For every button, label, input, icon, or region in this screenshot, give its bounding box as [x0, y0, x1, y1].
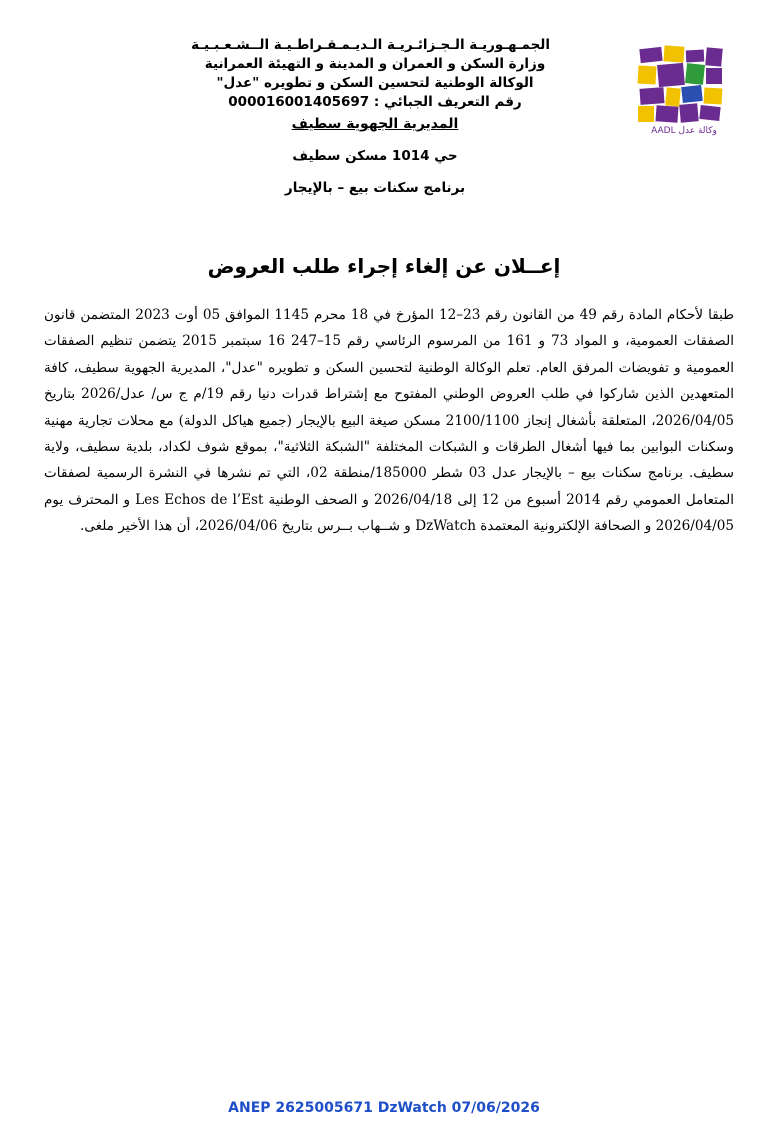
regional-directorate: المديرية الجهوية سطيف — [291, 116, 459, 132]
ministry-line: وزارة السكن و العمران و المدينة و التهيئة العمرانية — [204, 56, 546, 72]
announcement-title: إعــلان عن إلغاء إجراء طلب العروض — [207, 254, 561, 278]
logo-caption: وكالة عدل AADL — [651, 126, 717, 136]
announcement-body: طبقا لأحكام المادة رقم 49 من القانون رقم 23–12 المؤرخ في 18 محرم 1145 الموافق 05 أوت 2023 المتضمن قانون الصفقات العمومية، و المواد 73 و 161 من المرسوم الرئاسي رقم 15–247 16 سبتمبر 2015 يتضمن تنظيم الصفقات العمومية و تفويضات المرفق العام. تعلم الوكالة الوطنية لتحسين السكن و تطويره "عدل"، المديرية الجهوية سطيف، كافة المتعهدين الذين شاركوا في طلب العروض الوطني المفتوح مع إشتراط قدرات دنيا رقم 19/م ج س/ عدل/2026 بتاريخ 2026/04/05، المتعلقة بأشغال إنجاز 2100/1100 مسكن صيغة البيع بالإيجار (جميع هياكل الدولة) مع محلات تجارية مهنية وسكنات البوابين بما فيها أشغال الطرقات و الشبكات المختلفة "الشبكة الثلاثية"، بموقع شوف لكداد، بلدية سطيف، ولاية سطيف. برنامج سكنات بيع – بالإيجار عدل 03 شطر 185000/منطقة 02، التي تم نشرها في النشرة الرسمية لصفقات المتعامل العمومي رقم 2014 أسبوع من 12 إلى 2026/04/18 و الصحف الوطنية Les Echos de l’Est و المحترف يوم 2026/04/05 و الصحافة الإلكترونية المعتمدة DzWatch و شــهاب بــرس بتاريخ 2026/04/06، أن هذا الأخير ملغى. — [44, 307, 735, 535]
letterhead — [191, 36, 550, 198]
republic-line: الجمـهـوريـة الـجـزائـريـة الـديـمـقـراطـيـة الــشـعـبـيـة — [191, 37, 550, 53]
tax-id-line: رقم التعريف الجبائي : 000016001405697 — [228, 94, 522, 110]
program-name: برنامج سكنات بيع – بالإيجار — [284, 180, 466, 196]
agency-line: الوكالة الوطنية لتحسين السكن و تطويره "عدل" — [216, 75, 534, 91]
site-name: حي 1014 مسكن سطيف — [292, 148, 458, 164]
publication-footer: ANEP 2625005671 DzWatch 07/06/2026 — [228, 1100, 540, 1116]
